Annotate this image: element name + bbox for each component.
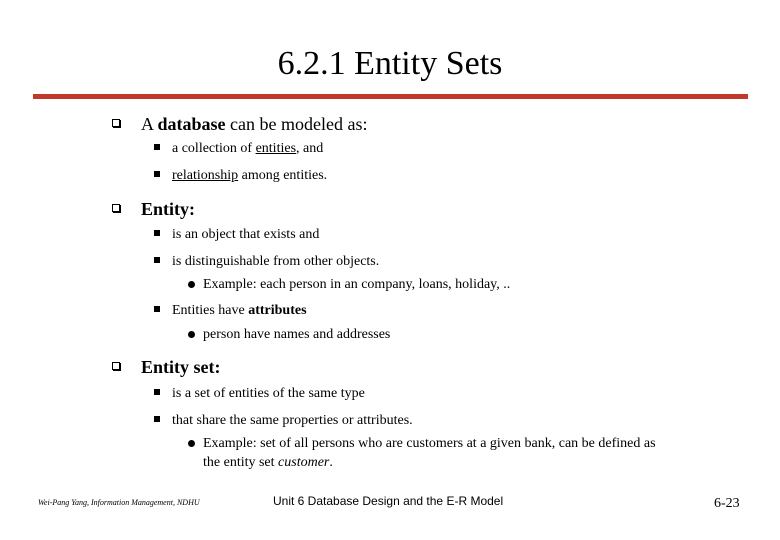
checkbox-bullet-icon — [112, 362, 120, 370]
footer-unit: Unit 6 Database Design and the E-R Model — [273, 494, 504, 508]
dot-bullet-icon — [188, 281, 195, 288]
relationship-term: relationship — [172, 168, 239, 183]
entities-term: entities — [255, 141, 297, 156]
dot-bullet-icon — [188, 331, 195, 338]
footer-author: Wei-Pang Yang, Information Management, NDHU — [38, 498, 200, 507]
square-bullet-icon — [154, 171, 160, 177]
checkbox-bullet-icon — [112, 204, 120, 212]
page-number: 6-23 — [714, 496, 740, 511]
database-term: database — [157, 114, 226, 134]
square-bullet-icon — [154, 389, 160, 395]
entity-set-heading: Entity set: — [141, 357, 221, 377]
title-divider — [33, 94, 748, 99]
dot-bullet-icon — [188, 440, 195, 447]
attributes-term: attributes — [248, 303, 307, 318]
checkbox-bullet-icon — [112, 119, 120, 127]
square-bullet-icon — [154, 416, 160, 422]
slide-title: 6.2.1 Entity Sets — [277, 45, 503, 82]
square-bullet-icon — [154, 257, 160, 263]
square-bullet-icon — [154, 144, 160, 150]
entity-heading: Entity: — [141, 199, 195, 219]
customer-term: customer — [278, 455, 330, 470]
square-bullet-icon — [154, 306, 160, 312]
square-bullet-icon — [154, 230, 160, 236]
